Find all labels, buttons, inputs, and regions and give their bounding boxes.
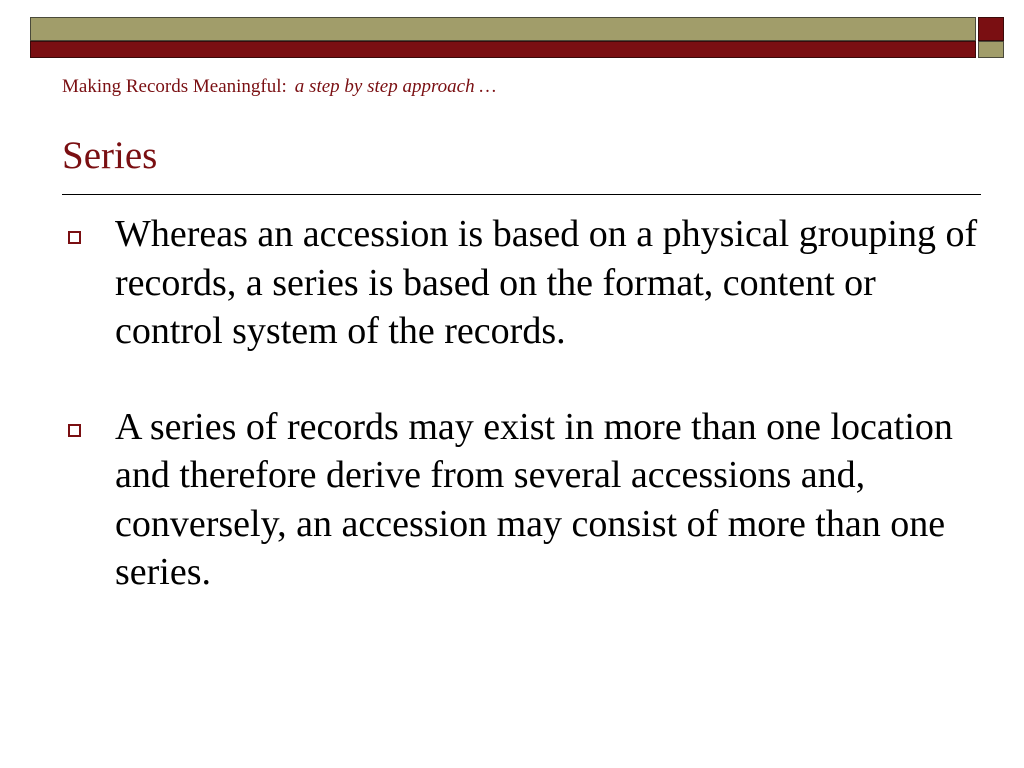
hollow-square-icon [68, 424, 81, 437]
bullet-item [66, 210, 986, 356]
subtitle-emphasis: a step by step approach … [294, 76, 497, 97]
hollow-square-icon [68, 231, 81, 244]
bullet-list [66, 210, 986, 597]
slide-subtitle [62, 76, 496, 98]
bullet-text: Whereas an accession is based on a physical grouping of records, a series is based on the format, content or control system of the records. [115, 213, 978, 352]
title-divider [62, 194, 981, 195]
bullet-item [66, 403, 986, 597]
corner-square-olive [978, 41, 1004, 58]
corner-square-maroon [978, 17, 1004, 41]
bullet-text: A series of records may exist in more than one location and therefore derive from several accessions and, conversely, an accession may consist of more than one series. [115, 405, 953, 593]
header-band-olive [30, 17, 976, 41]
slide-title: Series [62, 134, 158, 177]
subtitle-text: Making Records Meaningful: [62, 76, 287, 97]
header-band-maroon [30, 41, 976, 58]
